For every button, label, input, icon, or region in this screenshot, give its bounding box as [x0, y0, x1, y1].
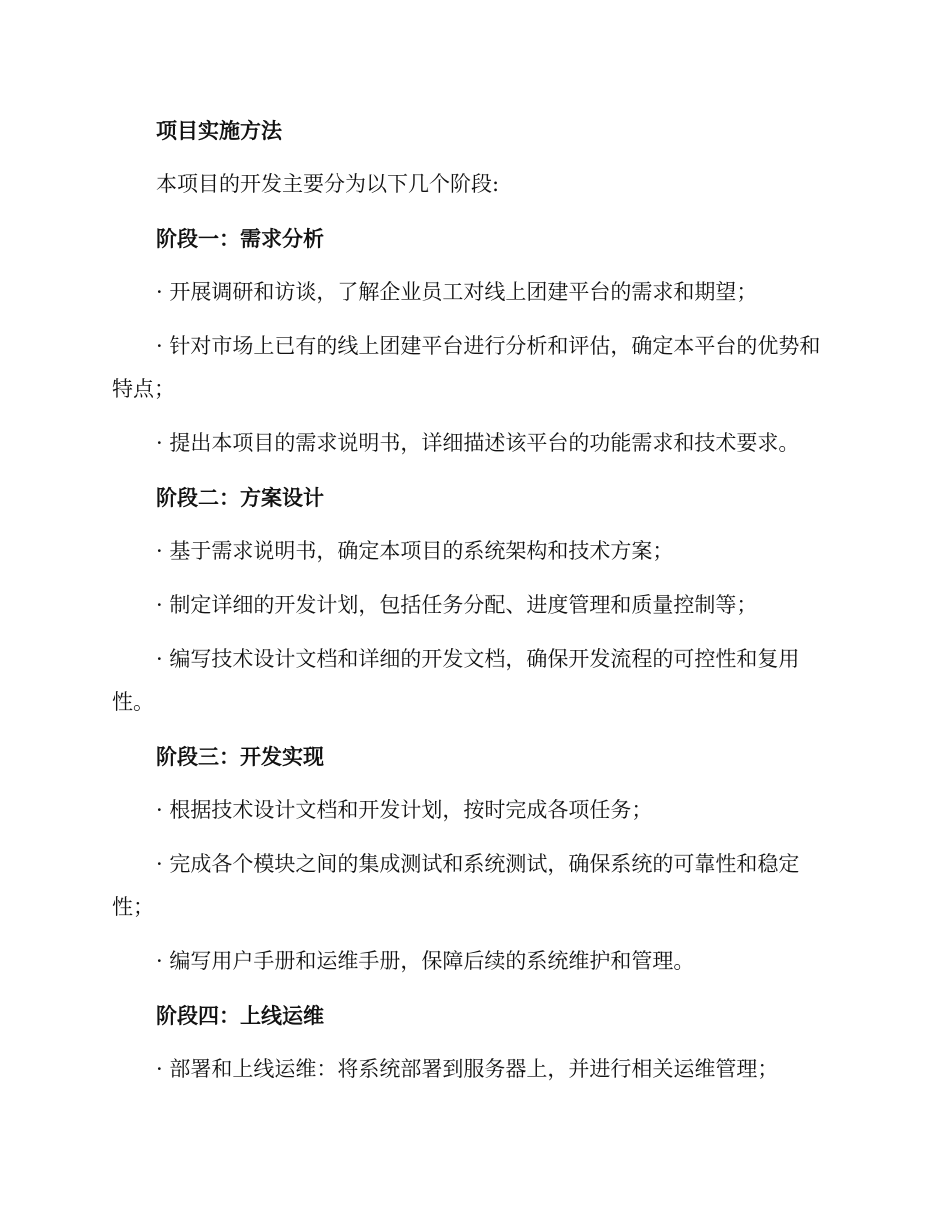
- stage-3-item-1: · 根据技术设计文档和开发计划，按时完成各项任务；: [156, 798, 653, 822]
- intro-paragraph: 本项目的开发主要分为以下几个阶段:: [156, 172, 500, 196]
- stage-2-heading: 阶段二：方案设计: [156, 485, 324, 510]
- document-body: [112, 109, 832, 1102]
- stage-1-heading: 阶段一：需求分析: [156, 226, 324, 251]
- stage-2-item-2: · 制定详细的开发计划，包括任务分配、进度管理和质量控制等；: [156, 593, 758, 617]
- stage-3-item-3: · 编写用户手册和运维手册，保障后续的系统维护和管理。: [156, 949, 695, 973]
- document-title: 项目实施方法: [156, 118, 282, 143]
- stage-1-item-3: · 提出本项目的需求说明书，详细描述该平台的功能需求和技术要求。: [156, 431, 800, 455]
- stage-2-item-1: · 基于需求说明书，确定本项目的系统架构和技术方案；: [156, 539, 674, 563]
- stage-4-item-1: · 部署和上线运维：将系统部署到服务器上，并进行相关运维管理；: [156, 1057, 779, 1081]
- stage-1-item-2: · 针对市场上已有的线上团建平台进行分析和评估，确定本平台的优势和特点；: [112, 334, 821, 401]
- stage-3-item-2: · 完成各个模块之间的集成测试和系统测试，确保系统的可靠性和稳定性；: [112, 852, 800, 919]
- stage-4-heading: 阶段四：上线运维: [156, 1003, 324, 1028]
- stage-1-item-1: · 开展调研和访谈，了解企业员工对线上团建平台的需求和期望；: [156, 280, 758, 304]
- stage-2-item-3: · 编写技术设计文档和详细的开发文档，确保开发流程的可控性和复用性。: [112, 647, 800, 714]
- stage-3-heading: 阶段三：开发实现: [156, 744, 324, 769]
